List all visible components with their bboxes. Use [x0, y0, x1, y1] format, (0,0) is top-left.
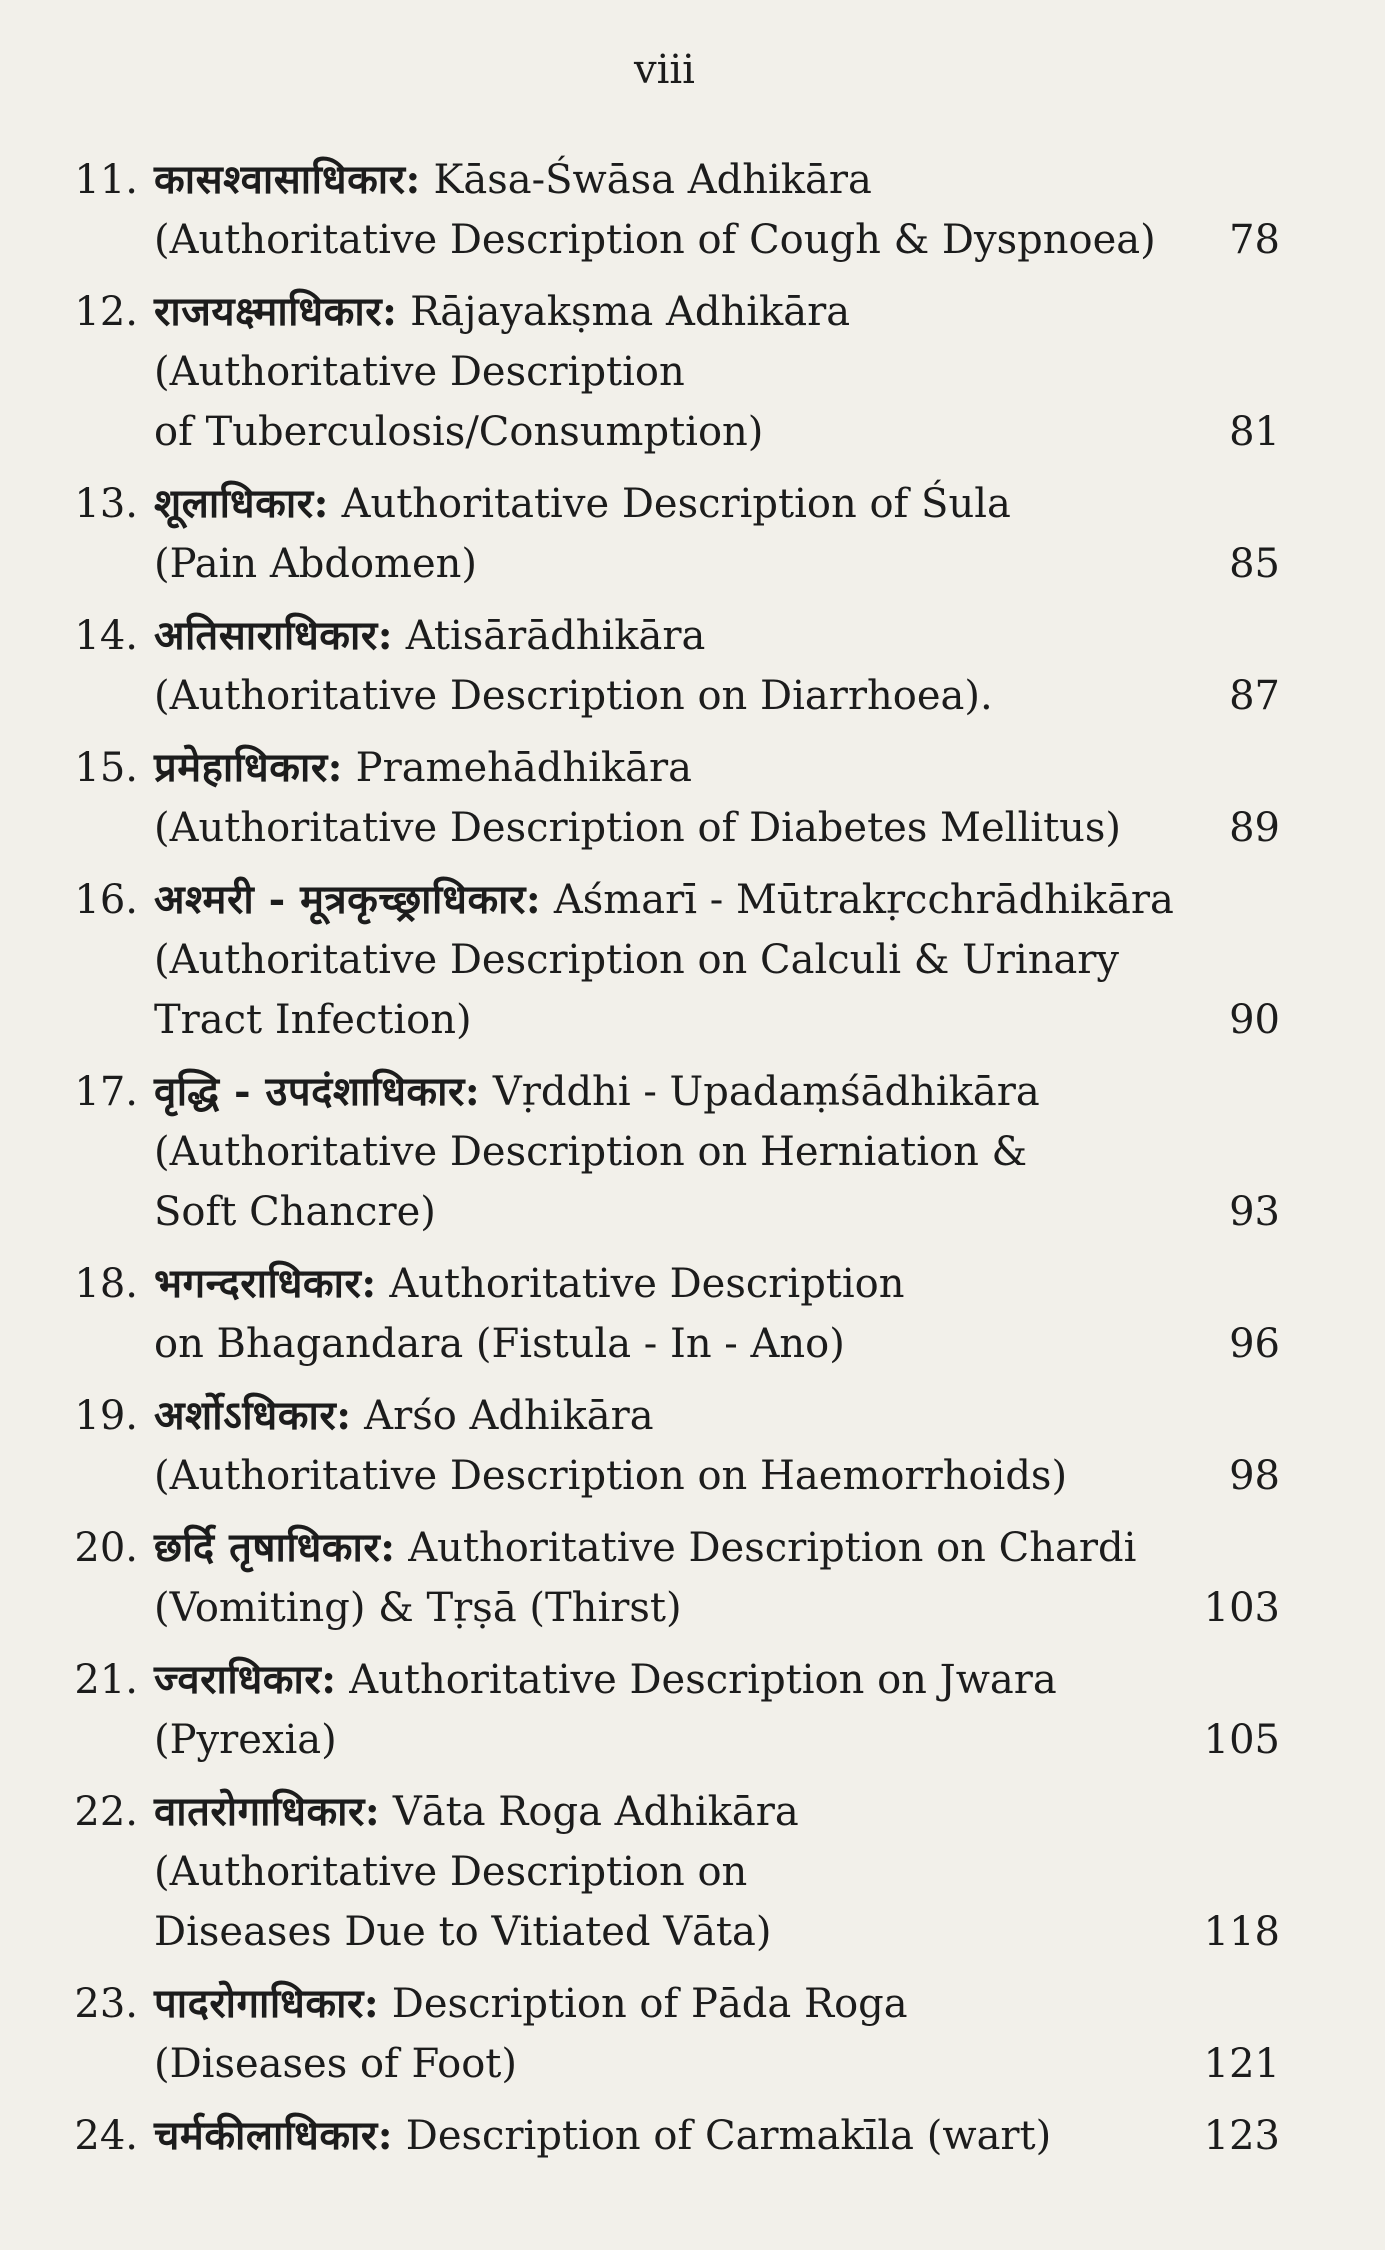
entry-number: 11.: [74, 157, 138, 203]
toc-entry: [56, 2106, 1280, 2166]
entry-line: [154, 1182, 1280, 1242]
entry-text-block: [138, 474, 1280, 594]
english-title: (Authoritative Description on Haemorrhoids): [154, 1453, 1068, 1499]
entry-title-text: [154, 798, 1121, 858]
english-title: Aśmarī - Mūtrakṛcchrādhikāra: [541, 877, 1174, 923]
sanskrit-heading: अतिसाराधिकार:: [154, 612, 394, 659]
entry-line: [154, 870, 1280, 930]
entry-number: 17.: [74, 1069, 138, 1115]
entry-line: [154, 1062, 1280, 1122]
entry-title-text: [154, 342, 685, 402]
entry-title-text: [154, 402, 763, 462]
entry-title-text: [154, 2034, 517, 2094]
table-of-contents: [56, 150, 1280, 2166]
entry-line: [154, 1122, 1280, 1182]
sanskrit-heading: वातरोगाधिकार:: [154, 1788, 381, 1835]
entry-line: [154, 534, 1280, 594]
entry-line: [154, 1842, 1280, 1902]
entry-title-text: [154, 1254, 905, 1314]
english-title: Description of Pāda Roga: [379, 1981, 908, 2027]
entry-number: 22.: [74, 1789, 138, 1835]
entry-title-text: [154, 210, 1156, 270]
entry-line: [154, 282, 1280, 342]
entry-title-text: [154, 1182, 436, 1242]
sanskrit-heading: चर्मकीलाधिकार:: [154, 2112, 394, 2159]
entry-page-number: 103: [1203, 1585, 1280, 1631]
entry-page-number: 81: [1229, 409, 1280, 455]
entry-title-text: [154, 1446, 1067, 1506]
sanskrit-heading: वृद्धि - उपदंशाधिकार:: [154, 1068, 481, 1115]
entry-text-block: [138, 282, 1280, 462]
entry-page-number: 121: [1203, 2041, 1280, 2087]
entry-line: [154, 474, 1280, 534]
toc-entry: [56, 474, 1280, 594]
entry-title-text: [154, 2106, 1051, 2166]
toc-entry: [56, 1518, 1280, 1638]
entry-number: 19.: [74, 1393, 138, 1439]
entry-line: [154, 990, 1280, 1050]
entry-page-number: 98: [1229, 1453, 1280, 1499]
english-title: Authoritative Description: [376, 1261, 905, 1307]
entry-title-text: [154, 474, 1011, 534]
entry-number: 12.: [74, 289, 138, 335]
sanskrit-heading: कासश्वासाधिकार:: [154, 156, 421, 203]
english-title: (Authoritative Description of Cough & Dyspnoea): [154, 217, 1156, 263]
entry-line: [154, 666, 1280, 726]
sanskrit-heading: प्रमेहाधिकार:: [154, 744, 343, 791]
english-title: Tract Infection): [154, 997, 472, 1043]
entry-title-text: [154, 534, 477, 594]
toc-entry: [56, 1062, 1280, 1242]
toc-entry: [56, 1386, 1280, 1506]
english-title: Pramehādhikāra: [342, 745, 692, 791]
english-title: Soft Chancre): [154, 1189, 436, 1235]
entry-text-block: [138, 1518, 1280, 1638]
toc-entry: [56, 606, 1280, 726]
entry-title-text: [154, 930, 1119, 990]
toc-entry: [56, 1782, 1280, 1962]
english-title: (Authoritative Description on Calculi & Urinary: [154, 937, 1120, 983]
entry-title-text: [154, 1782, 799, 1842]
english-title: Kāsa-Śwāsa Adhikāra: [420, 157, 872, 203]
english-title: of Tuberculosis/Consumption): [154, 409, 764, 455]
entry-line: [154, 1314, 1280, 1374]
sanskrit-heading: अश्मरी - मूत्रकृच्छ्राधिकार:: [154, 876, 542, 923]
entry-text-block: [138, 2106, 1280, 2166]
entry-title-text: [154, 1386, 654, 1446]
entry-number: 18.: [74, 1261, 138, 1307]
entry-line: [154, 402, 1280, 462]
entry-title-text: [154, 738, 692, 798]
entry-page-number: 93: [1229, 1189, 1280, 1235]
entry-title-text: [154, 1122, 1027, 1182]
entry-number: 23.: [74, 1981, 138, 2027]
entry-text-block: [138, 738, 1280, 858]
entry-text-block: [138, 1974, 1280, 2094]
english-title: Arśo Adhikāra: [351, 1393, 654, 1439]
toc-entry: [56, 1974, 1280, 2094]
toc-entry: [56, 870, 1280, 1050]
entry-line: [154, 150, 1280, 210]
entry-page-number: 96: [1229, 1321, 1280, 1367]
entry-number: 15.: [74, 745, 138, 791]
entry-text-block: [138, 1062, 1280, 1242]
entry-title-text: [154, 1578, 682, 1638]
entry-number: 24.: [74, 2113, 138, 2159]
english-title: Diseases Due to Vitiated Vāta): [154, 1909, 772, 1955]
entry-line: [154, 1518, 1280, 1578]
entry-title-text: [154, 990, 472, 1050]
entry-line: [154, 1386, 1280, 1446]
entry-text-block: [138, 1386, 1280, 1506]
entry-title-text: [154, 1842, 747, 1902]
entry-page-number: 105: [1203, 1717, 1280, 1763]
english-title: (Authoritative Description on: [154, 1849, 748, 1895]
english-title: Atisārādhikāra: [393, 613, 706, 659]
entry-title-text: [154, 1902, 771, 1962]
english-title: Rājayakṣma Adhikāra: [397, 289, 851, 335]
english-title: (Authoritative Description on Diarrhoea).: [154, 673, 993, 719]
english-title: Description of Carmakīla (wart): [393, 2113, 1052, 2159]
entry-number: 14.: [74, 613, 138, 659]
english-title: (Pain Abdomen): [154, 541, 477, 587]
entry-line: [154, 738, 1280, 798]
english-title: Vāta Roga Adhikāra: [380, 1789, 799, 1835]
entry-text-block: [138, 1782, 1280, 1962]
entry-number: 21.: [74, 1657, 138, 1703]
entry-page-number: 89: [1229, 805, 1280, 851]
toc-entry: [56, 1650, 1280, 1770]
sanskrit-heading: राजयक्ष्माधिकार:: [154, 288, 398, 335]
sanskrit-heading: अर्शोऽधिकार:: [154, 1392, 352, 1439]
toc-entry: [56, 282, 1280, 462]
entry-page-number: 90: [1229, 997, 1280, 1043]
toc-entry: [56, 1254, 1280, 1374]
entry-title-text: [154, 1650, 1057, 1710]
entry-page-number: 87: [1229, 673, 1280, 719]
entry-number: 13.: [74, 481, 138, 527]
sanskrit-heading: ज्वराधिकार:: [154, 1656, 337, 1703]
entry-line: [154, 930, 1280, 990]
entry-line: [154, 1974, 1280, 2034]
entry-text-block: [138, 1650, 1280, 1770]
toc-entry: [56, 150, 1280, 270]
sanskrit-heading: छर्दि तृषाधिकार:: [154, 1524, 396, 1571]
sanskrit-heading: पादरोगाधिकार:: [154, 1980, 380, 2027]
english-title: (Diseases of Foot): [154, 2041, 517, 2087]
entry-line: [154, 1650, 1280, 1710]
english-title: Vṛddhi - Upadaṃśādhikāra: [480, 1069, 1040, 1115]
entry-line: [154, 1782, 1280, 1842]
sanskrit-heading: शूलाधिकार:: [154, 480, 329, 527]
entry-line: [154, 1254, 1280, 1314]
entry-line: [154, 2034, 1280, 2094]
entry-title-text: [154, 1062, 1040, 1122]
entry-title-text: [154, 1710, 337, 1770]
entry-number: 20.: [74, 1525, 138, 1571]
entry-page-number: 78: [1229, 217, 1280, 263]
entry-page-number: 85: [1229, 541, 1280, 587]
entry-line: [154, 1578, 1280, 1638]
entry-line: [154, 1446, 1280, 1506]
entry-title-text: [154, 282, 850, 342]
entry-line: [154, 798, 1280, 858]
english-title: on Bhagandara (Fistula - In - Ano): [154, 1321, 845, 1367]
english-title: (Pyrexia): [154, 1717, 337, 1763]
entry-line: [154, 2106, 1280, 2166]
entry-line: [154, 342, 1280, 402]
entry-page-number: 118: [1203, 1909, 1280, 1955]
entry-text-block: [138, 870, 1280, 1050]
entry-title-text: [154, 1974, 908, 2034]
entry-title-text: [154, 1314, 845, 1374]
entry-title-text: [154, 1518, 1136, 1578]
english-title: Authoritative Description of Śula: [328, 481, 1011, 527]
entry-page-number: 123: [1203, 2113, 1280, 2159]
entry-line: [154, 606, 1280, 666]
page-number: viii: [634, 47, 695, 93]
toc-entry: [56, 738, 1280, 858]
entry-text-block: [138, 1254, 1280, 1374]
english-title: (Authoritative Description of Diabetes Mellitus): [154, 805, 1122, 851]
entry-text-block: [138, 150, 1280, 270]
entry-line: [154, 210, 1280, 270]
english-title: (Vomiting) & Tṛṣā (Thirst): [154, 1585, 682, 1631]
entry-title-text: [154, 666, 993, 726]
entry-text-block: [138, 606, 1280, 726]
sanskrit-heading: भगन्दराधिकार:: [154, 1260, 377, 1307]
entry-line: [154, 1902, 1280, 1962]
entry-number: 16.: [74, 877, 138, 923]
english-title: Authoritative Description on Jwara: [336, 1657, 1057, 1703]
english-title: Authoritative Description on Chardi: [395, 1525, 1137, 1571]
entry-title-text: [154, 870, 1174, 930]
entry-line: [154, 1710, 1280, 1770]
english-title: (Authoritative Description: [154, 349, 685, 395]
entry-title-text: [154, 606, 705, 666]
english-title: (Authoritative Description on Herniation &: [154, 1129, 1028, 1175]
entry-title-text: [154, 150, 872, 210]
